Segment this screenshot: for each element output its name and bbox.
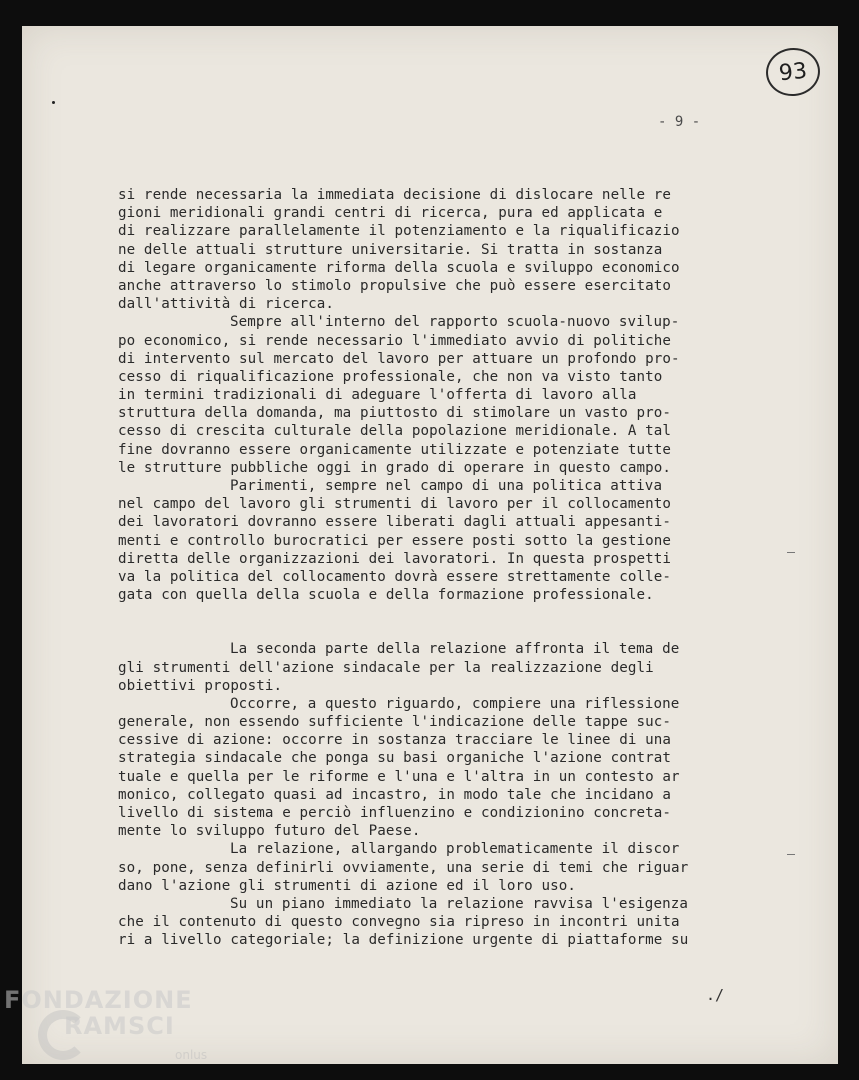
text-line: gata con quella della scuola e della formazione professionale. bbox=[118, 587, 654, 604]
text-line: nel campo del lavoro gli strumenti di lavoro per il collocamento bbox=[118, 496, 672, 513]
watermark-suffix: onlus bbox=[175, 1048, 208, 1062]
text-line: gli strumenti dell'azione sindacale per la realizzazione degli bbox=[118, 659, 654, 676]
text-line: che il contenuto di questo convegno sia ripreso in incontri unita bbox=[118, 914, 680, 931]
punch-dot bbox=[52, 101, 55, 104]
text-line: generale, non essendo sufficiente l'indicazione delle tappe suc- bbox=[118, 714, 672, 731]
text-line: cesso di riqualificazione professionale, che non va visto tanto bbox=[118, 368, 663, 385]
document-page bbox=[22, 26, 838, 1064]
text-line: ne delle attuali strutture universitarie. Si tratta in sostanza bbox=[118, 241, 663, 258]
paragraph-gap bbox=[118, 604, 798, 640]
text-line: cessive di azione: occorre in sostanza tracciare le linee di una bbox=[118, 732, 672, 749]
text-line: si rende necessaria la immediata decisione di dislocare nelle re bbox=[118, 187, 672, 203]
text-line: cesso di crescita culturale della popolazione meridionale. A tal bbox=[118, 423, 672, 440]
text-line: mente lo sviluppo futuro del Paese. bbox=[118, 823, 421, 840]
text-line: di intervento sul mercato del lavoro per attuare un profondo pro- bbox=[118, 350, 680, 367]
text-line: struttura della domanda, ma piuttosto di stimolare un vasto pro- bbox=[118, 405, 672, 422]
paragraph-3 bbox=[118, 477, 798, 604]
text-line: so, pone, senza definirli ovviamente, una serie di temi che riguar bbox=[118, 859, 689, 876]
page-number: - 9 - bbox=[658, 114, 701, 130]
paragraph-2 bbox=[118, 313, 798, 477]
text-line: tuale e quella per le riforme e l'una e l'altra in un contesto ar bbox=[118, 768, 680, 785]
text-line: di legare organicamente riforma della scuola e sviluppo economico bbox=[118, 259, 680, 276]
typewritten-body bbox=[118, 186, 798, 950]
text-line: le strutture pubbliche oggi in grado di operare in questo campo. bbox=[118, 459, 672, 476]
text-line: La seconda parte della relazione affronta il tema de bbox=[230, 641, 680, 658]
text-line: monico, collegato quasi ad incastro, in modo tale che incidano a bbox=[118, 786, 672, 803]
watermark-line-2: RAMSCI bbox=[64, 1012, 175, 1040]
text-line: Occorre, a questo riguardo, compiere una riflessione bbox=[230, 695, 680, 712]
text-line: menti e controllo burocratici per essere posti sotto la gestione bbox=[118, 532, 672, 549]
paragraph-6 bbox=[118, 840, 798, 895]
text-line: dall'attività di ricerca. bbox=[118, 296, 335, 313]
paragraph-4 bbox=[118, 640, 798, 695]
text-line: Sempre all'interno del rapporto scuola-nuovo svilup- bbox=[230, 314, 680, 331]
text-line: va la politica del collocamento dovrà essere strettamente colle- bbox=[118, 568, 672, 585]
text-line: po economico, si rende necessario l'immediato avvio di politiche bbox=[118, 332, 672, 349]
text-line: anche attraverso lo stimolo propulsive che può essere esercitato bbox=[118, 277, 672, 294]
text-line: di realizzare parallelamente il potenziamento e la riqualificazio bbox=[118, 223, 680, 240]
text-line: La relazione, allargando problematicamente il discor bbox=[230, 841, 680, 858]
paragraph-1 bbox=[118, 186, 798, 313]
paragraph-5 bbox=[118, 695, 798, 841]
text-line: gioni meridionali grandi centri di ricerca, pura ed applicata e bbox=[118, 205, 663, 222]
text-line: diretta delle organizzazioni dei lavoratori. In questa prospetti bbox=[118, 550, 672, 567]
text-line: livello di sistema e perciò influenzino e condizionino concreta- bbox=[118, 805, 672, 821]
text-line: Su un piano immediato la relazione ravvisa l'esigenza bbox=[230, 895, 689, 912]
continuation-mark: ./ bbox=[706, 986, 725, 1004]
text-line: in termini tradizionali di adeguare l'offerta di lavoro alla bbox=[118, 387, 637, 404]
archive-page-stamp: 93 bbox=[764, 45, 823, 98]
paragraph-7 bbox=[118, 895, 798, 950]
watermark bbox=[4, 987, 193, 1039]
text-line: strategia sindacale che ponga su basi organiche l'azione contrat bbox=[118, 750, 672, 767]
text-line: ri a livello categoriale; la definizione urgente di piattaforme su bbox=[118, 932, 689, 949]
watermark-line-1: FONDAZIONE bbox=[4, 986, 193, 1014]
text-line: Parimenti, sempre nel campo di una politica attiva bbox=[230, 478, 663, 494]
text-line: obiettivi proposti. bbox=[118, 677, 283, 694]
text-line: dano l'azione gli strumenti di azione ed il loro uso. bbox=[118, 877, 577, 894]
text-line: fine dovranno essere organicamente utilizzate e potenziate tutte bbox=[118, 441, 672, 458]
text-line: dei lavoratori dovranno essere liberati dagli attuali appesanti- bbox=[118, 514, 672, 531]
